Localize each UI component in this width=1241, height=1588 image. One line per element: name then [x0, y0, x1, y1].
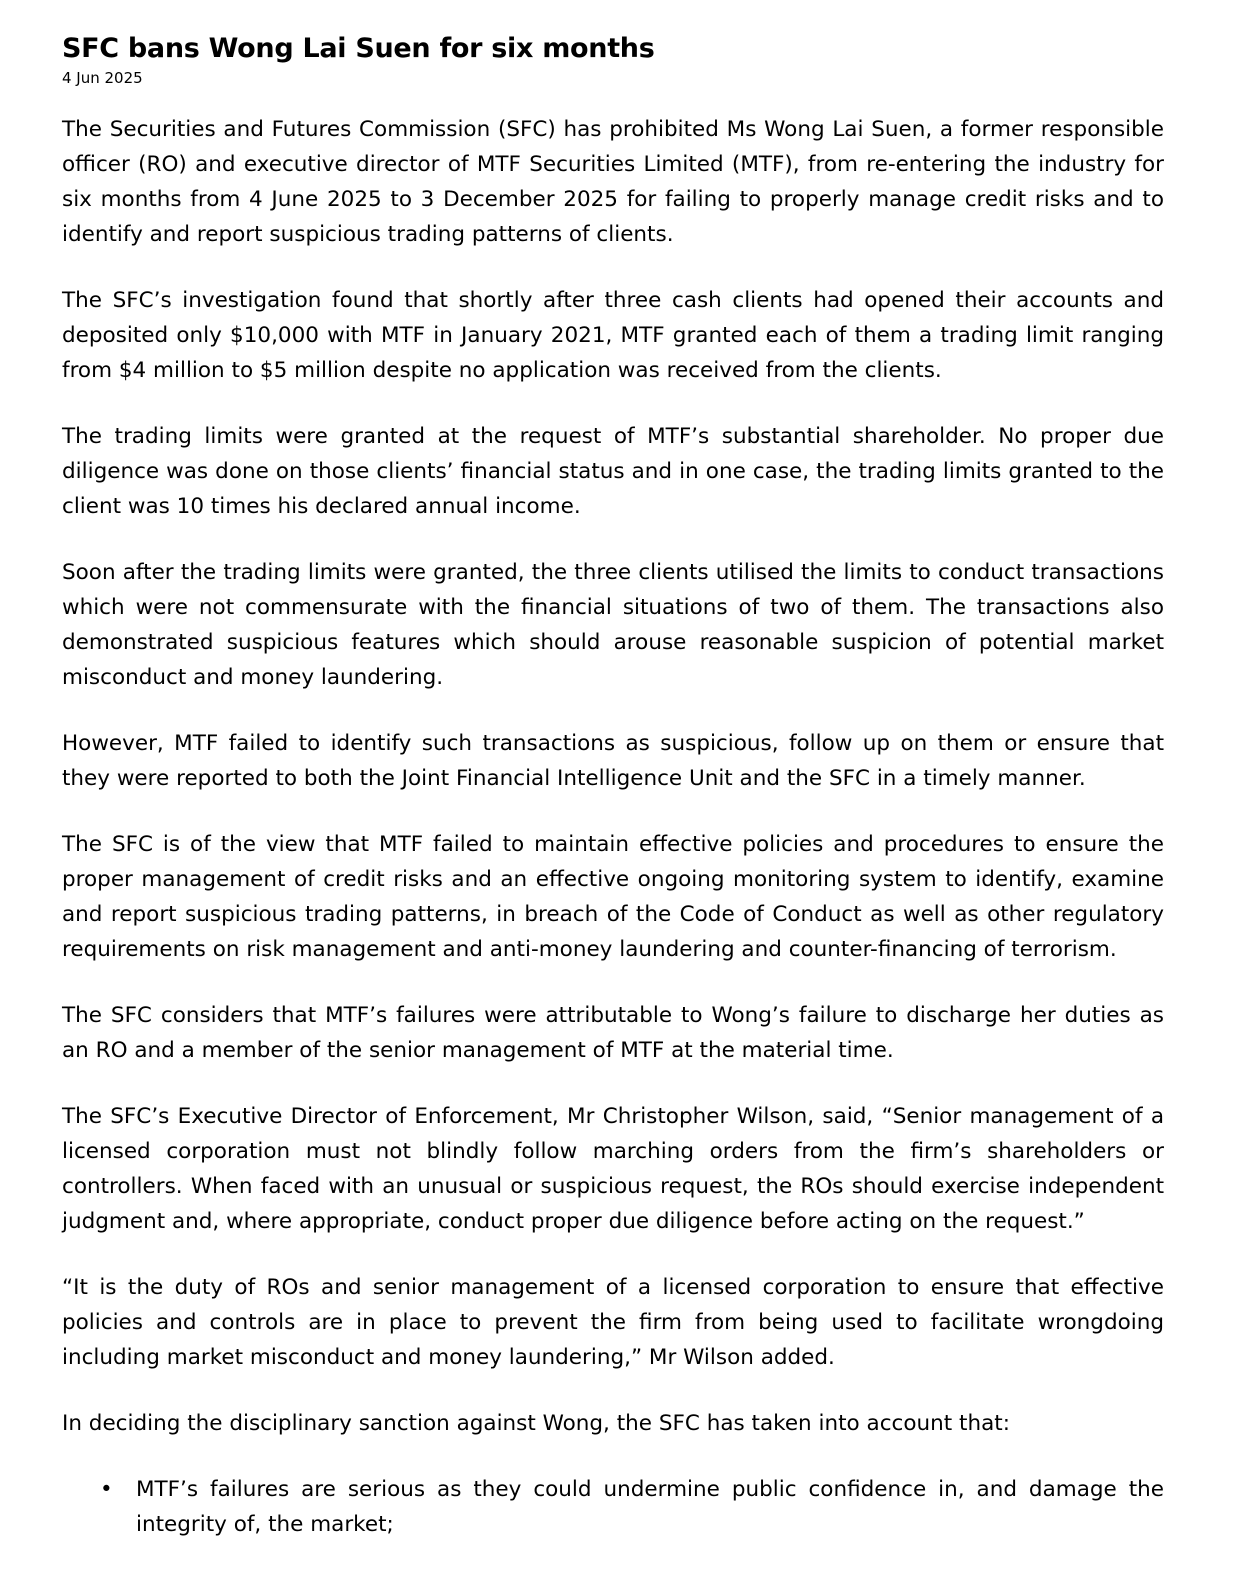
bullet-icon: • [100, 1477, 113, 1502]
paragraph: Soon after the trading limits were granted, the three clients utilised the limits to conduct transactions which were not commensurate with the financial situations of two of them. The transactions also demonstrated suspicious features which should arouse reasonable suspicion of potential market misconduct and money laundering. [62, 560, 1164, 690]
bullet-item [62, 1472, 1164, 1542]
article-title: SFC bans Wong Lai Suen for six months [62, 33, 655, 64]
paragraph: The SFC’s Executive Director of Enforcement, Mr Christopher Wilson, said, “Senior management of a licensed corporation must not blindly follow marching orders from the firm’s shareholders or controllers. When faced with an unusual or suspicious request, the ROs should exercise independent judgment and, where appropriate, conduct proper due diligence before acting on the request.” [62, 1104, 1164, 1234]
paragraph: “It is the duty of ROs and senior management of a licensed corporation to ensure that effective policies and controls are in place to prevent the firm from being used to facilitate wrongdoing including market misconduct and money laundering,” Mr Wilson added. [62, 1275, 1164, 1370]
paragraph: The trading limits were granted at the request of MTF’s substantial shareholder. No proper due diligence was done on those clients’ financial status and in one case, the trading limits granted to the client was 10 times his declared annual income. [62, 424, 1164, 519]
paragraph: The Securities and Futures Commission (SFC) has prohibited Ms Wong Lai Suen, a former responsible officer (RO) and executive director of MTF Securities Limited (MTF), from re-entering the industry for six months from 4 June 2025 to 3 December 2025 for failing to properly manage credit risks and to identify and report suspicious trading patterns of clients. [62, 117, 1164, 247]
article-date: 4 Jun 2025 [62, 69, 143, 87]
bullet-list [62, 1472, 1164, 1542]
paragraph: The SFC considers that MTF’s failures were attributable to Wong’s failure to discharge her duties as an RO and a member of the senior management of MTF at the material time. [62, 1003, 1164, 1063]
bullet-text: MTF’s failures are serious as they could undermine public confidence in, and damage the integrity of, the market; [136, 1477, 1164, 1537]
paragraph: The SFC is of the view that MTF failed to maintain effective policies and procedures to ensure the proper management of credit risks and an effective ongoing monitoring system to identify, examine and report suspicious trading patterns, in breach of the Code of Conduct as well as other regulatory requirements on risk management and anti-money laundering and counter-financing of terrorism. [62, 832, 1164, 962]
paragraph: In deciding the disciplinary sanction against Wong, the SFC has taken into account that: [62, 1411, 1010, 1436]
document-page [62, 30, 1164, 1542]
paragraph: However, MTF failed to identify such transactions as suspicious, follow up on them or ensure that they were reported to both the Joint Financial Intelligence Unit and the SFC in a timely manner. [62, 731, 1164, 791]
paragraph: The SFC’s investigation found that shortly after three cash clients had opened their accounts and deposited only $10,000 with MTF in January 2021, MTF granted each of them a trading limit ranging from $4 million to $5 million despite no application was received from the clients. [62, 288, 1164, 383]
